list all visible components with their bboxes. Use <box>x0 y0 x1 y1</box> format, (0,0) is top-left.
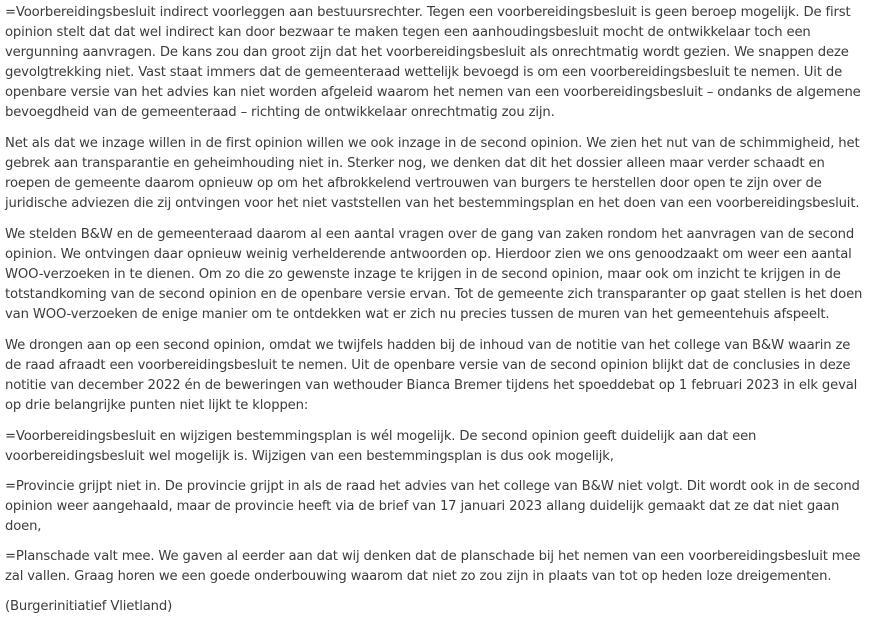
paragraph-point-planschade: =Planschade valt mee. We gaven al eerder aan dat wij denken dat de planschade bij het nemen van een voorbereidingsbesluit mee zal vallen. Graag horen we een goede onderbouwing waarom dat niet zo zou zijn in plaats van tot op heden loze dreigementen. <box>5 549 861 584</box>
signature: (Burgerinitiatief Vlietland) <box>5 599 173 614</box>
paragraph-woo-verzoeken: We stelden B&W en de gemeenteraad daarom al een aantal vragen over de gang van zaken rondom het aanvragen van de second opinion. We ontvingen daar opnieuw weinig verhelderende antwoorden op. Hierdoor zien we ons genoodzaakt om weer een aantal WOO-verzoeken in te dienen. Om zo die zo gewenste inzage te krijgen in de second opinion, maar ook om inzicht te krijgen in de totstandkoming van de second opinion en de openbare versie ervan. Tot de gemeente zich transparanter op gaat stellen is het doen van WOO-verzoeken de enige manier om te ontdekken wat er zich nu precies tussen de muren van het gemeentehuis afspeelt. <box>5 227 863 322</box>
paragraph-point-provincie: =Provincie grijpt niet in. De provincie grijpt in als de raad het advies van het college van B&W niet volgt. Dit wordt ook in de second opinion weer aangehaald, maar de provincie heeft via de brief van 17 januari 2023 allang duidelijk gemaakt dat ze dat niet gaan doen, <box>5 479 860 534</box>
paragraph-aandringen-second-opinion: We drongen aan op een second opinion, omdat we twijfels hadden bij de inhoud van de notitie van het college van B&W waarin ze de raad afraadt een voorbereidingsbesluit te nemen. Uit de openbare versie van de second opinion blijkt dat de conclusies in deze notitie van december 2022 én de beweringen van wethouder Bianca Bremer tijdens het spoeddebat op 1 februari 2023 in elk geval op drie belangrijke punten niet lijkt te kloppen: <box>5 338 858 413</box>
article-body <box>5 3 867 617</box>
paragraph-inzage-second-opinion: Net als dat we inzage willen in de first opinion willen we ook inzage in de second opinion. We zien het nut van de schimmigheid, het gebrek aan transparantie en geheimhouding niet in. Sterker nog, we denken dat dit het dossier alleen maar verder schaadt en roepen de gemeente daarom opnieuw op om het afbrokkelend vertrouwen van burgers te herstellen door open te zijn over de juridische adviezen die zij ontvingen voor het niet vaststellen van het bestemmingsplan en het doen van een voorbereidingsbesluit. <box>5 136 860 211</box>
paragraph-point-bestemmingsplan: =Voorbereidingsbesluit en wijzigen bestemmingsplan is wél mogelijk. De second opinion geeft duidelijk aan dat een voorbereidingsbesluit wel mogelijk is. Wijzigen van een bestemmingsplan is dus ook mogelijk, <box>5 429 757 464</box>
paragraph-voorbereidingsbesluit-indirect: =Voorbereidingsbesluit indirect voorleggen aan bestuursrechter. Tegen een voorbereidingsbesluit is geen beroep mogelijk. De first opinion stelt dat dat wel indirect kan door bezwaar te maken tegen een aanhoudingsbesluit mocht de ontwikkelaar toch een vergunning aanvragen. De kans zou dan groot zijn dat het voorbereidingsbesluit als onrechtmatig wordt gezien. We snappen deze gevolgtrekking niet. Vast staat immers dat de gemeenteraad wettelijk bevoegd is om een voorbereidingsbesluit te nemen. Uit de openbare versie van het advies kan niet worden afgeleid waarom het nemen van een voorbereidingsbesluit – ondanks de algemene bevoegdheid van de gemeenteraad – richting de ontwikkelaar onrechtmatig zou zijn. <box>5 5 861 120</box>
